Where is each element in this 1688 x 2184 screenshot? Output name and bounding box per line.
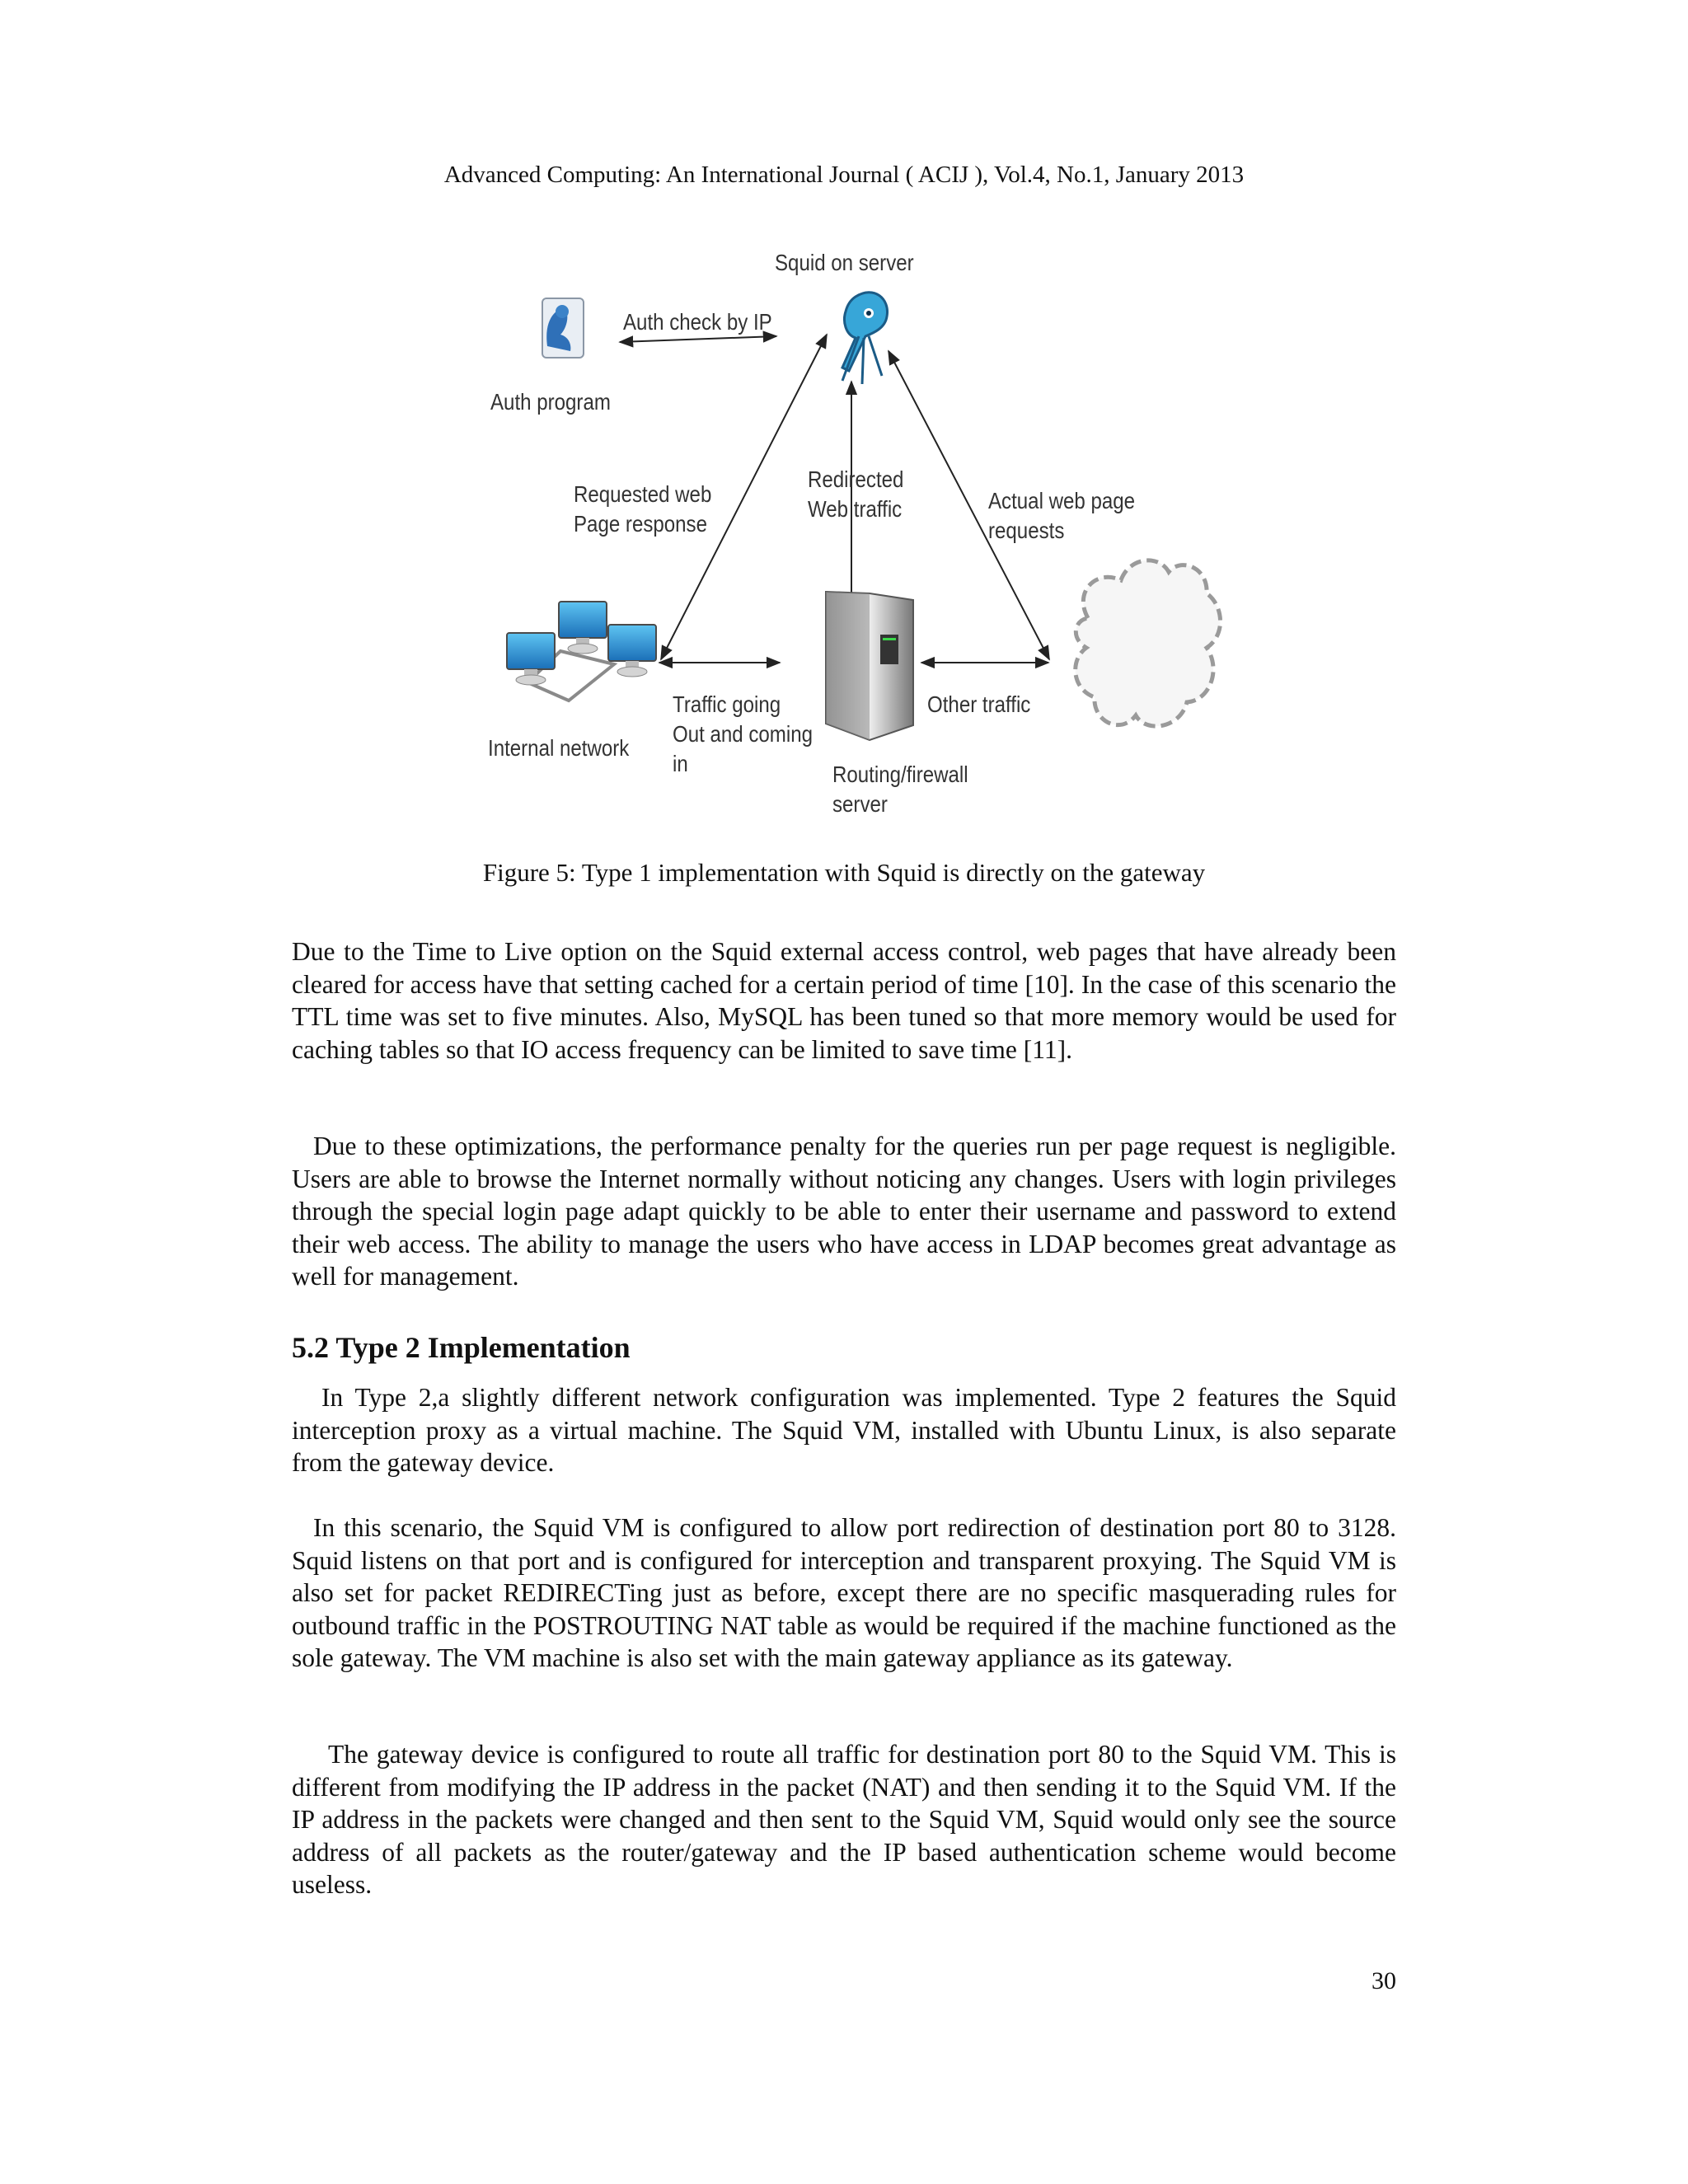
server-icon [826,592,913,740]
routing-server-label: Routing/firewall server [832,762,968,817]
paragraph-ttl: Due to the Time to Live option on the Squid external access control, web pages that have already been cleared for access have that setting cached for a certain period of time [10]. In the case of this scenario the TTL time was set to five minutes. Also, MySQL has been tuned so that more memory would be used for caching tables so that IO access frequency can be limited to save time [11]. [292,937,1396,1064]
running-head: Advanced Computing: An International Journal ( ACIJ ), Vol.4, No.1, January 2013 [443,162,1245,188]
traffic-going-label: Traffic going Out and coming in [673,691,813,776]
paragraph-type2-intro: In Type 2,a slightly different network configuration was implemented. Type 2 features the Squid interception proxy as a virtual machine. The Squid VM, installed with Ubuntu Linux, is also separate from the gateway device. [292,1383,1396,1477]
auth-program-label: Auth program [490,389,611,415]
auth-check-label: Auth check by IP [623,309,772,335]
computers-icon [507,602,656,701]
paragraph-gateway-routing: The gateway device is configured to route all traffic for destination port 80 to the Squid VM. This is different from modifying the IP address in the packet (NAT) and then sending it to the Squid VM. If the IP address in the packets were changed and then sent to the Squid VM, Squid would only see the source address of all packets as the router/gateway and the IP based authentication scheme would become useless. [292,1740,1396,1899]
actual-requests-label: Actual web page requests [988,488,1136,543]
internal-network-label: Internal network [488,735,630,761]
cloud-icon [1076,560,1221,726]
squid-icon [842,293,888,384]
page-number: 30 [1372,1967,1396,1994]
paragraph-port-redirection: In this scenario, the Squid VM is configured to allow port redirection of destination port 80 to 3128. Squid listens on that port and is configured for interception and transparent proxying. The Squid VM is also set for packet REDIRECTing just as before, except there are no specific masquerading rules for outbound traffic in the POSTROUTING NAT table as would be required if the machine functioned as the sole gateway. The VM machine is also set with the main gateway appliance as its gateway. [292,1513,1396,1672]
other-traffic-label: Other traffic [927,691,1031,717]
network-diagram [462,231,1286,824]
squid-on-server-label: Squid on server [775,250,914,275]
requested-web-label: Requested web Page response [574,481,712,537]
redirected-label: Redirected Web traffic [808,466,904,522]
auth-program-icon [542,298,584,358]
auth-check-arrow [620,336,776,342]
figure-caption: Figure 5: Type 1 implementation with Squid is directly on the gateway [482,858,1206,887]
paragraph-optimizations: Due to these optimizations, the performance penalty for the queries run per page request is negligible. Users are able to browse the Internet normally without noticing any changes. Users with login privileges through the special login page adapt quickly to be able to enter their username and password to extend their web access. The ability to manage the users who have access in LDAP becomes great advantage as well for management. [292,1132,1396,1291]
section-heading: 5.2 Type 2 Implementation [292,1331,631,1364]
